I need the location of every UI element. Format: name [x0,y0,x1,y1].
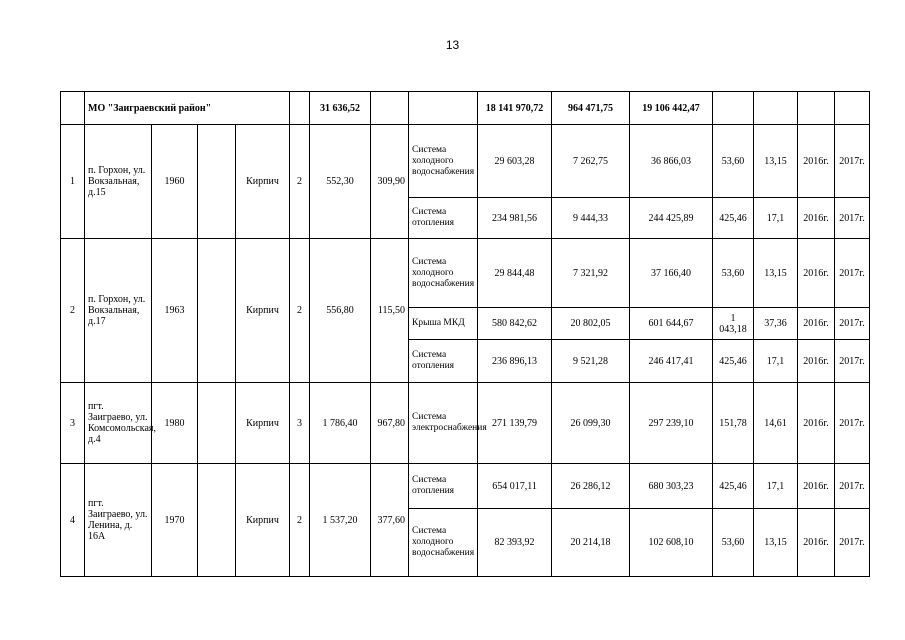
rate: 13,15 [754,239,798,308]
row-number: 1 [61,125,85,239]
start-year: 2016г. [798,464,835,509]
cost-a: 29 844,48 [478,239,552,308]
work-type: Система отопления [409,340,478,383]
cost-a: 580 842,62 [478,308,552,340]
building-address: п. Горхон, ул. Вокзальная, д.15 [85,125,152,239]
summary-row [61,92,870,125]
table-row [61,464,870,509]
rate: 13,15 [754,125,798,198]
floor-count: 2 [290,125,310,239]
work-type: Система холодного водоснабжения [409,239,478,308]
residential-area: 967,80 [371,383,409,464]
unit-cost: 53,60 [713,125,754,198]
cost-b: 26 099,30 [552,383,630,464]
cost-b: 9 444,33 [552,198,630,239]
unit-cost: 53,60 [713,239,754,308]
summary-cell [713,92,754,125]
wall-material: Кирпич [236,464,290,577]
unit-cost: 425,46 [713,464,754,509]
work-type: Система отопления [409,464,478,509]
cost-a: 82 393,92 [478,509,552,577]
cost-total: 37 166,40 [630,239,713,308]
cost-a: 271 139,79 [478,383,552,464]
cost-b: 20 802,05 [552,308,630,340]
start-year: 2016г. [798,383,835,464]
summary-cell [798,92,835,125]
cost-b: 7 262,75 [552,125,630,198]
rate: 17,1 [754,340,798,383]
cost-b: 20 214,18 [552,509,630,577]
end-year: 2017г. [835,125,870,198]
table-row [61,383,870,464]
row-number: 3 [61,383,85,464]
empty-cell [198,383,236,464]
end-year: 2017г. [835,198,870,239]
cost-b: 9 521,28 [552,340,630,383]
row-number: 2 [61,239,85,383]
residential-area: 309,90 [371,125,409,239]
summary-cell [409,92,478,125]
cost-total: 297 239,10 [630,383,713,464]
end-year: 2017г. [835,239,870,308]
cost-a: 29 603,28 [478,125,552,198]
start-year: 2016г. [798,308,835,340]
cost-total: 36 866,03 [630,125,713,198]
rate: 14,61 [754,383,798,464]
build-year: 1960 [152,125,198,239]
unit-cost: 53,60 [713,509,754,577]
rate: 17,1 [754,464,798,509]
start-year: 2016г. [798,198,835,239]
cost-total: 102 608,10 [630,509,713,577]
work-type: Система холодного водоснабжения [409,125,478,198]
building-address: п. Горхон, ул. Вокзальная, д.17 [85,239,152,383]
unit-cost: 425,46 [713,340,754,383]
end-year: 2017г. [835,340,870,383]
start-year: 2016г. [798,125,835,198]
work-type: Система холодного водоснабжения [409,509,478,577]
end-year: 2017г. [835,383,870,464]
rate: 37,36 [754,308,798,340]
work-type: Система электроснабжения [409,383,478,464]
build-year: 1970 [152,464,198,577]
wall-material: Кирпич [236,125,290,239]
total-area: 1 786,40 [310,383,371,464]
unit-cost: 1 043,18 [713,308,754,340]
wall-material: Кирпич [236,383,290,464]
building-address: пгт. Заиграево, ул. Комсомольская, д.4 [85,383,152,464]
unit-cost: 151,78 [713,383,754,464]
summary-cell [835,92,870,125]
cost-total: 680 303,23 [630,464,713,509]
residential-area: 377,60 [371,464,409,577]
floor-count: 3 [290,383,310,464]
total-area: 552,30 [310,125,371,239]
start-year: 2016г. [798,340,835,383]
building-address: пгт. Заиграево, ул. Ленина, д. 16А [85,464,152,577]
summary-total-area: 31 636,52 [310,92,371,125]
summary-cost-total: 19 106 442,47 [630,92,713,125]
empty-cell [198,125,236,239]
rate: 17,1 [754,198,798,239]
rate: 13,15 [754,509,798,577]
end-year: 2017г. [835,509,870,577]
cost-a: 654 017,11 [478,464,552,509]
empty-cell [198,239,236,383]
summary-cell [61,92,85,125]
municipality-title: МО "Заиграевский район" [85,92,290,125]
summary-cell [290,92,310,125]
floor-count: 2 [290,239,310,383]
wall-material: Кирпич [236,239,290,383]
table-row [61,125,870,198]
build-year: 1963 [152,239,198,383]
residential-area: 115,50 [371,239,409,383]
end-year: 2017г. [835,464,870,509]
floor-count: 2 [290,464,310,577]
unit-cost: 425,46 [713,198,754,239]
cost-total: 601 644,67 [630,308,713,340]
total-area: 1 537,20 [310,464,371,577]
summary-cost-a: 18 141 970,72 [478,92,552,125]
summary-cost-b: 964 471,75 [552,92,630,125]
work-type: Крыша МКД [409,308,478,340]
cost-a: 234 981,56 [478,198,552,239]
table-row [61,239,870,308]
total-area: 556,80 [310,239,371,383]
start-year: 2016г. [798,509,835,577]
repair-schedule-table [60,91,870,577]
work-type: Система отопления [409,198,478,239]
end-year: 2017г. [835,308,870,340]
start-year: 2016г. [798,239,835,308]
summary-cell [754,92,798,125]
summary-cell [371,92,409,125]
page-number: 13 [445,38,460,52]
cost-total: 244 425,89 [630,198,713,239]
cost-total: 246 417,41 [630,340,713,383]
build-year: 1980 [152,383,198,464]
cost-b: 7 321,92 [552,239,630,308]
row-number: 4 [61,464,85,577]
empty-cell [198,464,236,577]
cost-a: 236 896,13 [478,340,552,383]
cost-b: 26 286,12 [552,464,630,509]
